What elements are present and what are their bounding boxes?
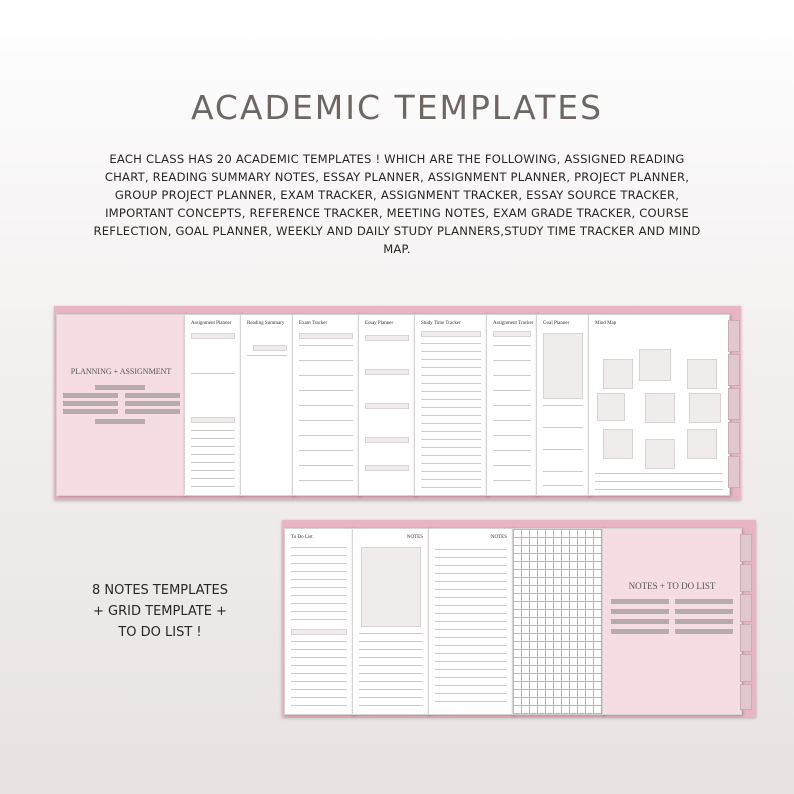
rule-line [435, 565, 507, 566]
mind-map-node [687, 429, 717, 459]
rule-line [435, 621, 507, 622]
rule-line [493, 375, 531, 376]
section-header [365, 369, 409, 375]
rule-line [291, 657, 347, 658]
rule-line [421, 351, 481, 352]
section-header [365, 465, 409, 471]
page-label: Assignment Tracker [493, 321, 534, 326]
cover-chip [611, 599, 669, 604]
rule-line [291, 649, 347, 650]
rule-line [493, 465, 531, 466]
planning-assignment-cover [56, 314, 186, 496]
rule-line [435, 701, 507, 702]
rule-line [493, 405, 531, 406]
rule-line [435, 573, 507, 574]
rule-line [299, 375, 353, 376]
rule-line [435, 637, 507, 638]
rule-line [359, 633, 423, 634]
rule-line [291, 641, 347, 642]
rule-line [359, 673, 423, 674]
rule-line [191, 454, 235, 455]
notes-caption-line-3: TO DO LIST ! [118, 625, 202, 640]
page-label: NOTES [406, 535, 423, 540]
rule-line [435, 605, 507, 606]
cover-chip [63, 409, 118, 414]
table-header [421, 331, 481, 337]
rule-line [191, 462, 235, 463]
rule-line [493, 390, 531, 391]
notes-box [361, 547, 421, 627]
rule-line [543, 405, 583, 406]
rule-line [435, 589, 507, 590]
rule-line [421, 471, 481, 472]
rule-line [493, 450, 531, 451]
rule-line [191, 486, 235, 487]
rule-line [421, 391, 481, 392]
rule-line [291, 705, 347, 706]
rule-line [435, 653, 507, 654]
mind-map-center [645, 393, 675, 423]
rule-line [291, 681, 347, 682]
cover-chip [611, 609, 669, 614]
rule-line [421, 423, 481, 424]
rule-line [435, 677, 507, 678]
notes-cover-title: NOTES + TO DO LIST [628, 581, 716, 591]
rule-line [291, 673, 347, 674]
rule-line [421, 439, 481, 440]
section-tab[interactable] [728, 422, 740, 454]
section-tab[interactable] [728, 388, 740, 420]
section-tab[interactable] [740, 654, 752, 682]
rule-line [421, 455, 481, 456]
cover-chip [675, 609, 733, 614]
cover-chip [125, 401, 180, 406]
section-tab[interactable] [728, 320, 740, 352]
page-label: Reading Summary [247, 321, 285, 326]
rule-line [435, 557, 507, 558]
exam-tracker-page [292, 314, 360, 496]
rule-line [421, 447, 481, 448]
section-tab[interactable] [728, 354, 740, 386]
templates-description: EACH CLASS HAS 20 ACADEMIC TEMPLATES ! WHICH ARE THE FOLLOWING, ASSIGNED READING CHART, READING SUMMARY NOTES, ESSAY PLANNER, ASSIGNMENT PLANNER, PROJECT PLANNER, GROUP PROJECT PLANNER, EXAM TRACKER, ASSIGNMENT TRACKER, ESSAY SOURCE TRACKER, IMPORTANT CONCEPTS, REFERENCE TRACKER, MEETING NOTES, EXAM GRADE TRACKER, COURSE REFLECTION, GOAL PLANNER, WEEKLY AND DAILY STUDY PLANNERS,STUDY TIME TRACKER AND MIND MAP. [93, 152, 701, 256]
rule-line [291, 697, 347, 698]
rule-line [359, 649, 423, 650]
rule-line [291, 603, 347, 604]
rule-line [595, 473, 723, 474]
rule-line [543, 471, 583, 472]
cover-chip [95, 385, 145, 390]
rule-line [299, 390, 353, 391]
rule-line [191, 373, 235, 374]
cover-chip [125, 393, 180, 398]
notes-caption [60, 580, 260, 643]
cover-chip [675, 619, 733, 624]
rule-line [435, 613, 507, 614]
rule-line [299, 345, 353, 346]
reading-summary-page [240, 314, 294, 496]
rule-line [421, 415, 481, 416]
rule-line [299, 465, 353, 466]
page-title: ACADEMIC TEMPLATES [190, 88, 604, 127]
rule-line [421, 399, 481, 400]
assignment-planner-page [184, 314, 242, 496]
notes-to-do-cover [602, 528, 742, 715]
page-label: Goal Planner [543, 321, 570, 326]
mind-map-node [687, 359, 717, 389]
mind-map-node [639, 349, 671, 381]
rule-line [299, 420, 353, 421]
rule-line [291, 689, 347, 690]
rule-line [493, 420, 531, 421]
rule-line [435, 549, 507, 550]
rule-line [595, 489, 723, 490]
section-tab[interactable] [740, 684, 752, 710]
rule-line [493, 435, 531, 436]
rule-line [291, 563, 347, 564]
section-header [365, 437, 409, 443]
cover-chip [675, 629, 733, 634]
page-label: NOTES [490, 535, 507, 540]
section-tab[interactable] [740, 624, 752, 652]
rule-line [435, 629, 507, 630]
rule-line [191, 470, 235, 471]
section-tab[interactable] [728, 456, 740, 488]
page-label: Assignment Planner [191, 321, 232, 326]
rule-line [543, 427, 583, 428]
rule-line [299, 480, 353, 481]
rule-line [291, 571, 347, 572]
mind-map-page [588, 314, 730, 496]
assignment-tracker-page [486, 314, 538, 496]
rule-line [359, 689, 423, 690]
rule-line [299, 435, 353, 436]
rule-line [421, 359, 481, 360]
cover-chip [611, 619, 669, 624]
rule-line [299, 405, 353, 406]
cover-chip [95, 419, 145, 424]
table-header [299, 333, 353, 339]
rule-line [291, 595, 347, 596]
rule-line [421, 343, 481, 344]
notes-page [352, 528, 430, 715]
page-label: Mind Map [595, 321, 617, 326]
rule-line [435, 645, 507, 646]
study-time-tracker-page [414, 314, 488, 496]
rule-line [291, 611, 347, 612]
essay-planner-page [358, 314, 416, 496]
rule-line [191, 430, 235, 431]
rule-line [421, 479, 481, 480]
mind-map-node [597, 393, 625, 421]
rule-line [191, 446, 235, 447]
grid-template-page [512, 528, 604, 715]
rule-line [435, 669, 507, 670]
page-label: Essay Planner [365, 321, 394, 326]
rule-line [595, 481, 723, 482]
section-header [191, 417, 235, 423]
section-header [365, 335, 409, 341]
rule-line [191, 478, 235, 479]
goal-box [543, 333, 583, 399]
rule-line [421, 407, 481, 408]
rule-line [543, 449, 583, 450]
cover-chip [675, 599, 733, 604]
rule-line [421, 487, 481, 488]
rule-line [359, 697, 423, 698]
rule-line [359, 705, 423, 706]
to-do-list-page [284, 528, 354, 715]
section-tab[interactable] [740, 534, 752, 562]
rule-line [493, 345, 531, 346]
section-header [191, 333, 235, 339]
rule-line [291, 555, 347, 556]
cover-chip [125, 409, 180, 414]
rule-line [435, 661, 507, 662]
section-tab[interactable] [740, 564, 752, 592]
rule-line [359, 665, 423, 666]
rule-line [435, 693, 507, 694]
notes-caption-line-1: 8 NOTES TEMPLATES [92, 583, 228, 598]
rule-line [493, 360, 531, 361]
cover-chip [611, 629, 669, 634]
mind-map-node [603, 359, 633, 389]
rule-line [421, 367, 481, 368]
rule-line [291, 665, 347, 666]
section-header [291, 629, 347, 635]
rule-line [359, 657, 423, 658]
rule-line [191, 438, 235, 439]
rule-line [421, 383, 481, 384]
notes-caption-line-2: + GRID TEMPLATE + [93, 604, 227, 619]
table-header [493, 331, 531, 337]
cover-chip [63, 401, 118, 406]
rule-line [291, 579, 347, 580]
cover-chip [63, 393, 118, 398]
rule-line [359, 681, 423, 682]
rule-line [291, 587, 347, 588]
section-header [253, 345, 287, 351]
rule-line [421, 463, 481, 464]
page-label: To Do List [291, 535, 313, 540]
rule-line [421, 431, 481, 432]
mind-map-node [603, 429, 633, 459]
section-tab[interactable] [740, 594, 752, 622]
rule-line [435, 581, 507, 582]
rule-line [435, 685, 507, 686]
rule-line [291, 619, 347, 620]
rule-line [299, 360, 353, 361]
notes-page [428, 528, 514, 715]
mind-map-node [645, 439, 675, 469]
planning-cover-title: PLANNING + ASSIGNMENT [70, 367, 172, 376]
rule-line [543, 485, 583, 486]
rule-line [247, 355, 287, 356]
mind-map-node [689, 393, 721, 423]
page-label: Exam Tracker [299, 321, 328, 326]
rule-line [299, 450, 353, 451]
rule-line [435, 597, 507, 598]
goal-planner-page [536, 314, 590, 496]
page-label: Study Time Tracker [421, 321, 461, 326]
rule-line [421, 375, 481, 376]
rule-line [291, 547, 347, 548]
rule-line [359, 641, 423, 642]
rule-line [493, 480, 531, 481]
section-header [365, 403, 409, 409]
